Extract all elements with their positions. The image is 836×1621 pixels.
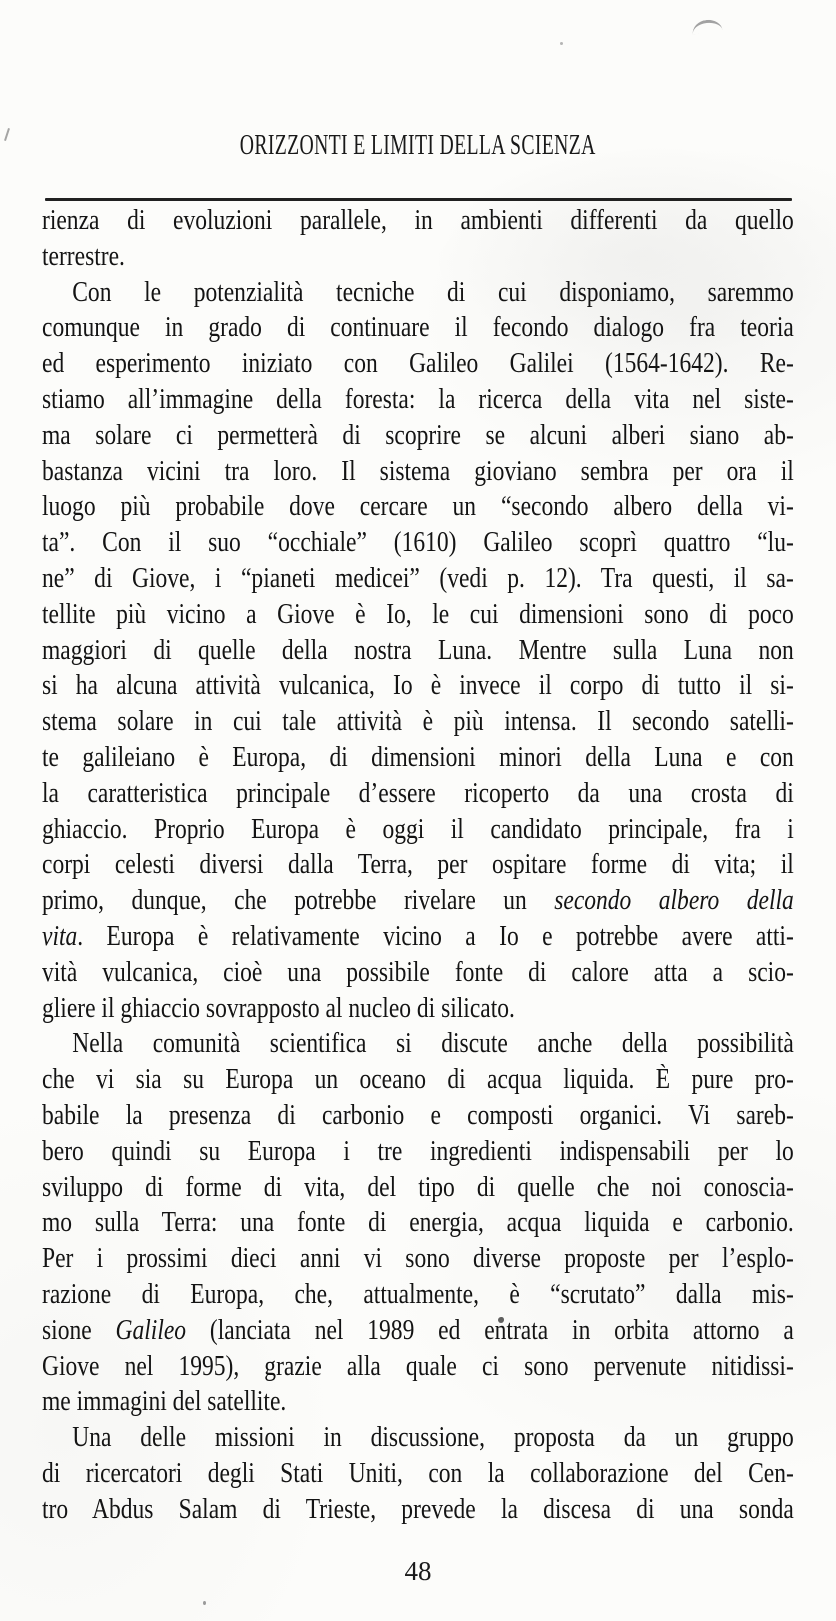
text-line [42,1384,794,1420]
text-line [42,919,794,955]
text-segment: gliere il ghiaccio sovrapposto al nucleo di silicato. [42,992,515,1024]
italic-text-segment: vita [42,920,78,952]
text-segment: la caratteristica principale d’essere ricoperto da una crosta di [42,777,794,809]
text-segment: terrestre. [42,240,125,272]
running-header [0,130,836,160]
body-text [42,203,794,1527]
text-segment: Giove nel 1995), grazie alla quale ci sono pervenute nitidissi- [42,1350,794,1382]
text-line [42,275,794,311]
text-segment: ne” di Giove, i “pianeti medicei” (vedi p. 12). Tra questi, il sa- [42,562,794,594]
text-line [42,1062,794,1098]
text-segment: maggiori di quelle della nostra Luna. Mentre sulla Luna non [42,634,794,666]
text-segment: . Europa è relativamente vicino a Io e potrebbe avere atti- [77,920,794,952]
text-segment: rienza di evoluzioni parallele, in ambienti differenti da quello [42,205,794,236]
text-line [42,418,794,454]
text-segment: comunque in grado di continuare il fecondo dialogo fra teoria [42,312,794,344]
scan-artifact-speck [203,1601,206,1605]
text-segment: ed esperimento iniziato con Galileo Galilei (1564-1642). Re- [42,348,794,380]
text-line [42,1098,794,1134]
text-segment: Con le potenzialità tecniche di cui disponiamo, saremmo [72,276,794,308]
text-line [42,310,794,346]
text-segment: sione [42,1314,116,1346]
text-line [42,1170,794,1206]
scan-artifact-speck [560,42,563,45]
text-line [42,525,794,561]
text-line [42,1349,794,1385]
text-segment: Una delle missioni in discussione, proposta da un gruppo [72,1422,794,1454]
text-segment: corpi celesti diversi dalla Terra, per ospitare forme di vita; il [42,849,794,881]
text-segment: di ricercatori degli Stati Uniti, con la collaborazione del Cen- [42,1457,794,1489]
text-segment: ghiaccio. Proprio Europa è oggi il candidato principale, fra i [42,813,794,845]
text-line [42,1420,794,1456]
text-segment: Per i prossimi dieci anni vi sono diverse proposte per l’esplo- [42,1243,794,1275]
text-line [42,955,794,991]
text-segment: luogo più probabile dove cercare un “secondo albero della vi- [42,491,794,523]
text-line [42,1241,794,1277]
text-line [42,847,794,883]
text-segment: vità vulcanica, cioè una possibile fonte di calore atta a scio- [42,956,794,988]
text-line [42,1313,794,1349]
text-line [42,1026,794,1062]
text-line [42,991,794,1027]
text-line [42,1456,794,1492]
text-segment: stiamo all’immagine della foresta: la ricerca della vita nel siste- [42,383,794,415]
text-segment: bastanza vicini tra loro. Il sistema gioviano sembra per ora il [42,455,794,487]
text-segment: mo sulla Terra: una fonte di energia, acqua liquida e carbonio. [42,1207,794,1239]
running-header-title: ORIZZONTI E LIMITI DELLA SCIENZA [240,129,596,161]
text-segment: tro Abdus Salam di Trieste, prevede la discesa di una sonda [42,1493,794,1525]
text-segment: te galileiano è Europa, di dimensioni minori della Luna e con [42,741,794,773]
text-segment: ta”. Con il suo “occhiale” (1610) Galileo scoprì quattro “lu- [42,527,794,559]
italic-text-segment: Galileo [115,1314,187,1346]
text-line [42,203,794,239]
text-segment: me immagini del satellite. [42,1386,287,1418]
text-line [42,776,794,812]
header-rule [45,198,792,201]
text-line [42,633,794,669]
text-segment: bero quindi su Europa i tre ingredienti indispensabili per lo [42,1135,794,1167]
text-line [42,704,794,740]
text-line [42,489,794,525]
text-line [42,668,794,704]
text-line [42,1277,794,1313]
page-number: 48 [404,1556,432,1586]
text-line [42,740,794,776]
text-segment: sviluppo di forme di vita, del tipo di quelle che noi conoscia- [42,1171,794,1203]
text-line [42,346,794,382]
text-segment: babile la presenza di carbonio e composti organici. Vi sareb- [42,1099,794,1131]
text-segment: razione di Europa, che, attualmente, è “scrutato” dalla mis- [42,1278,794,1310]
italic-text-segment: secondo albero della [554,885,794,917]
text-segment: (lanciata nel 1989 ed entrata in orbita attorno a [186,1314,794,1346]
text-line [42,561,794,597]
text-line [42,812,794,848]
text-segment: si ha alcuna attività vulcanica, Io è invece il corpo di tutto il si- [42,670,794,702]
text-segment: ma solare ci permetterà di scoprire se alcuni alberi siano ab- [42,419,794,451]
text-segment: stema solare in cui tale attività è più intensa. Il secondo satelli- [42,706,794,738]
text-segment: che vi sia su Europa un oceano di acqua liquida. È pure pro- [42,1064,794,1096]
text-line [42,597,794,633]
text-segment: tellite più vicino a Giove è Io, le cui dimensioni sono di poco [42,598,794,630]
text-line [42,883,794,919]
text-segment: primo, dunque, che potrebbe rivelare un [42,885,555,917]
text-line [42,1134,794,1170]
text-line [42,1492,794,1528]
text-segment: Nella comunità scientifica si discute anche della possibilità [72,1028,794,1060]
text-line [42,382,794,418]
scan-artifact-squiggle [691,18,722,34]
text-line [42,1205,794,1241]
text-line [42,454,794,490]
text-line [42,239,794,275]
